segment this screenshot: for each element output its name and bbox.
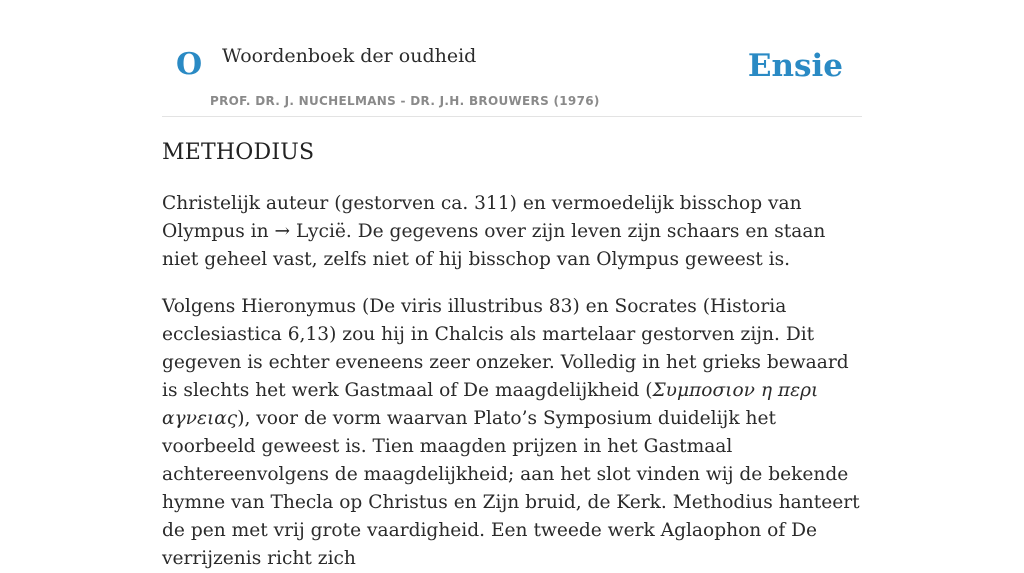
paragraph-1-text-b: Lycië. De gegevens over zijn leven zijn schaars en staan niet geheel vast, zelfs niet of hij bisschop van Olympus geweest is. [162,221,826,271]
index-letter[interactable]: O [176,47,203,82]
paragraph-2-text-a: Volgens Hieronymus (De viris illustribus 83) en Socrates (Historia ecclesiastica 6,13) zou hij in Chalcis als martelaar gestorven zijn. Dit gegeven is echter eveneens zeer onzeker. Volledig in het grieks bewaard is slechts het werk Gastmaal of De maagdelijkheid ( [162,296,849,402]
dictionary-header [162,0,862,117]
entry-title: METHODIUS [162,140,315,165]
ensie-logo-link[interactable]: Ensie [747,48,843,84]
dictionary-title[interactable]: Woordenboek der oudheid [222,45,477,67]
paragraph-2-text-b: ), voor de vorm waarvan Plato’s Symposium duidelijk het voorbeeld geweest is. Tien maagden prijzen in het Gastmaal achtereenvolgens de maagdelijkheid; aan het slot vinden wij de bekende hymne van Thecla op Christus en Zijn bruid, de Kerk. Methodius hanteert de pen met vrij grote vaardigheid. Een tweede werk Aglaophon of De verrijzenis richt zich [162,408,860,570]
paragraph-1-text-a: Christelijk auteur (gestorven ca. 311) en vermoedelijk bisschop van Olympus in [162,193,802,243]
cross-reference-arrow-icon[interactable]: → [274,221,291,243]
entry-paragraph-1 [162,190,862,274]
entry-article [162,128,862,573]
entry-paragraph-2 [162,293,862,573]
dictionary-authors: PROF. DR. J. NUCHELMANS - DR. J.H. BROUWERS (1976) [210,94,600,108]
greek-title: Συμποσιον η περι αγνειας [162,380,819,430]
